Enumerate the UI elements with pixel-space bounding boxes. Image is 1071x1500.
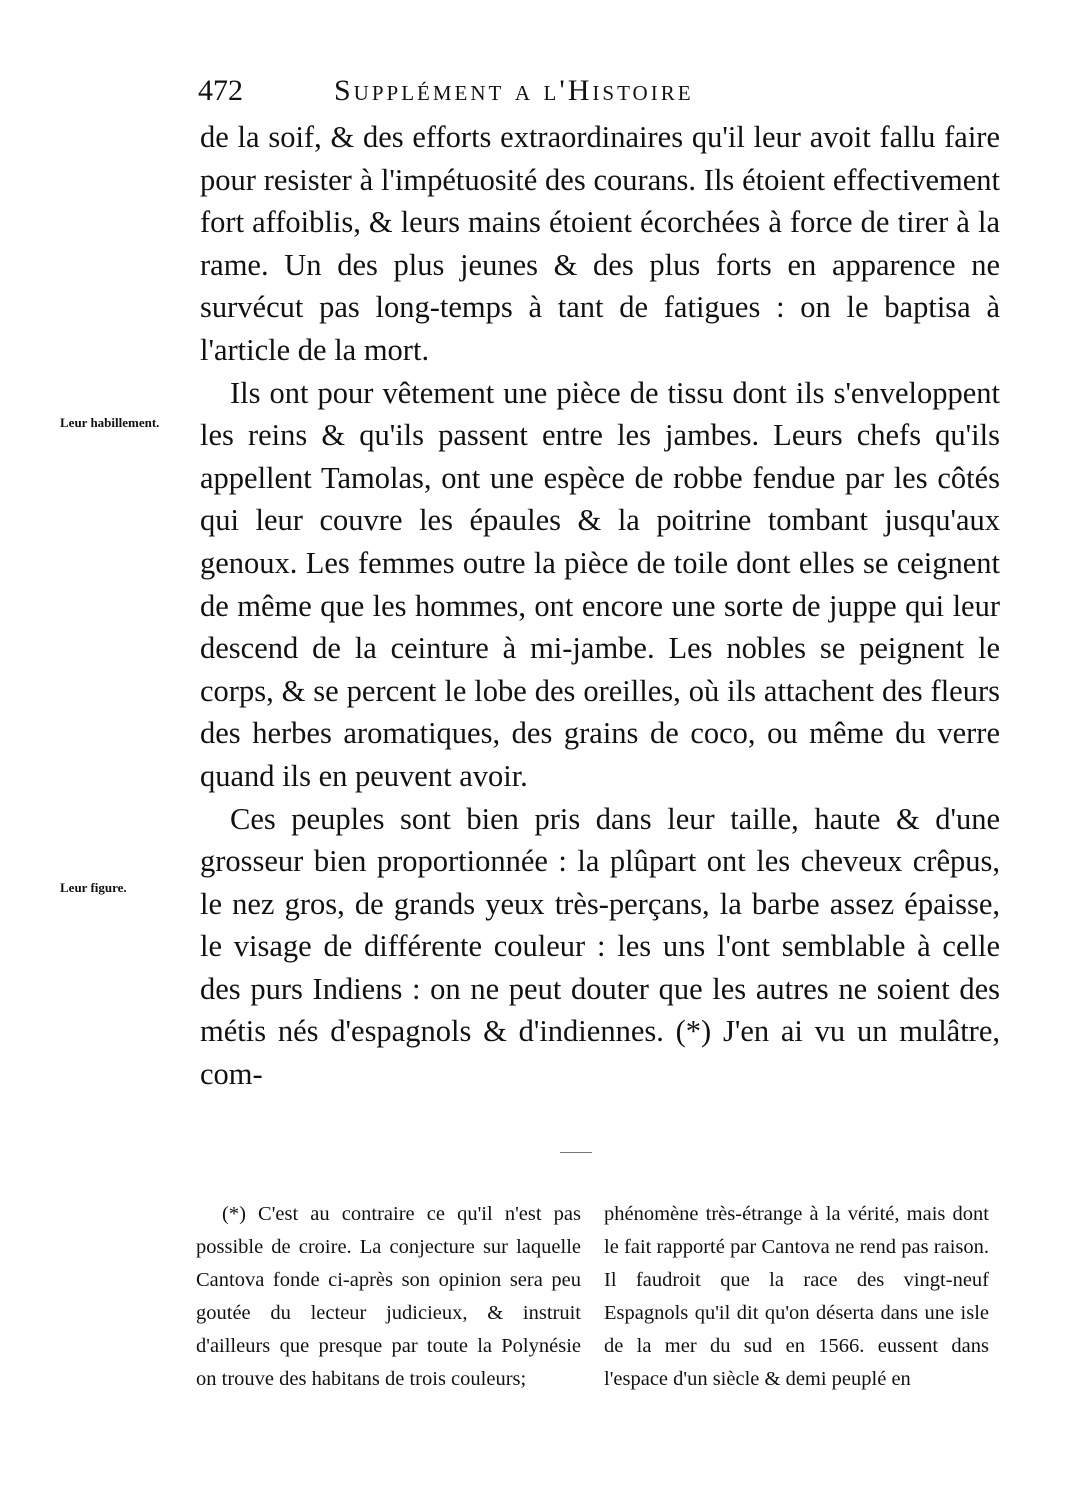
paragraph-continuation: de la soif, & des efforts extraordinaires qu'il leur avoit fallu faire pour resister à l'impétuosité des courans. Ils étoient effectivement fort affoiblis, & leurs mains étoient écorchées à force de tirer à la rame. Un des plus jeunes & des plus forts en apparence ne survécut pas long-temps à tant de fatigues : on le baptisa à l'article de la mort. (200, 120, 1000, 367)
footnote-right-column (604, 1198, 989, 1396)
paragraph-clothing: Ils ont pour vêtement une pièce de tissu dont ils s'enveloppent les reins & qu'ils passent entre les jambes. Leurs chefs qu'ils appellent Tamolas, ont une espèce de robbe fendue par les côtés qui leur couvre les épaules & la poitrine tombant jusqu'aux genoux. Les femmes outre la pièce de toile dont elles se ceignent de même que les hommes, ont encore une sorte de juppe qui leur descend de la ceinture à mi-jambe. Les nobles se peignent le corps, & se percent le lobe des oreilles, où ils attachent des fleurs des herbes aromatiques, des grains de coco, ou même du verre quand ils en peuvent avoir. (200, 375, 1000, 793)
footnote-left-text: (*) C'est au contraire ce qu'il n'est pas possible de croire. La conjecture sur laquelle Cantova fonde ci-après son opinion sera peu goutée du lecteur judicieux, & instruit d'ailleurs que presque par toute la Polynésie on trouve des habitans de trois couleurs; (196, 1203, 581, 1390)
main-text (200, 116, 1000, 1096)
margin-note-figure: Leur figure. (60, 880, 127, 895)
page-number: 472 (198, 74, 243, 107)
running-title: Supplément a l'Histoire (334, 74, 694, 107)
margin-note-clothing: Leur habillement. (60, 415, 160, 430)
footnote-divider (560, 1152, 592, 1153)
footnote-left-column (196, 1198, 581, 1396)
running-header (198, 66, 998, 116)
footnote-right-text: phénomène très-étrange à la vérité, mais dont le fait rapporté par Cantova ne rend pas raison. Il faudroit que la race des vingt-neuf Espagnols qu'il dit qu'on déserta dans une isle de la mer du sud en 1566. eussent dans l'espace d'un siècle & demi peuplé en (604, 1203, 989, 1390)
paragraph-figure: Ces peuples sont bien pris dans leur taille, haute & d'une grosseur bien proportionnée : la plûpart ont les cheveux crêpus, le nez gros, de grands yeux très-perçans, la barbe assez épaisse, le visage de différente couleur : les uns l'ont semblable à celle des purs Indiens : on ne peut douter que les autres ne soient des métis nés d'espagnols & d'indiennes. (*) J'en ai vu un mulâtre, com- (200, 801, 1000, 1092)
